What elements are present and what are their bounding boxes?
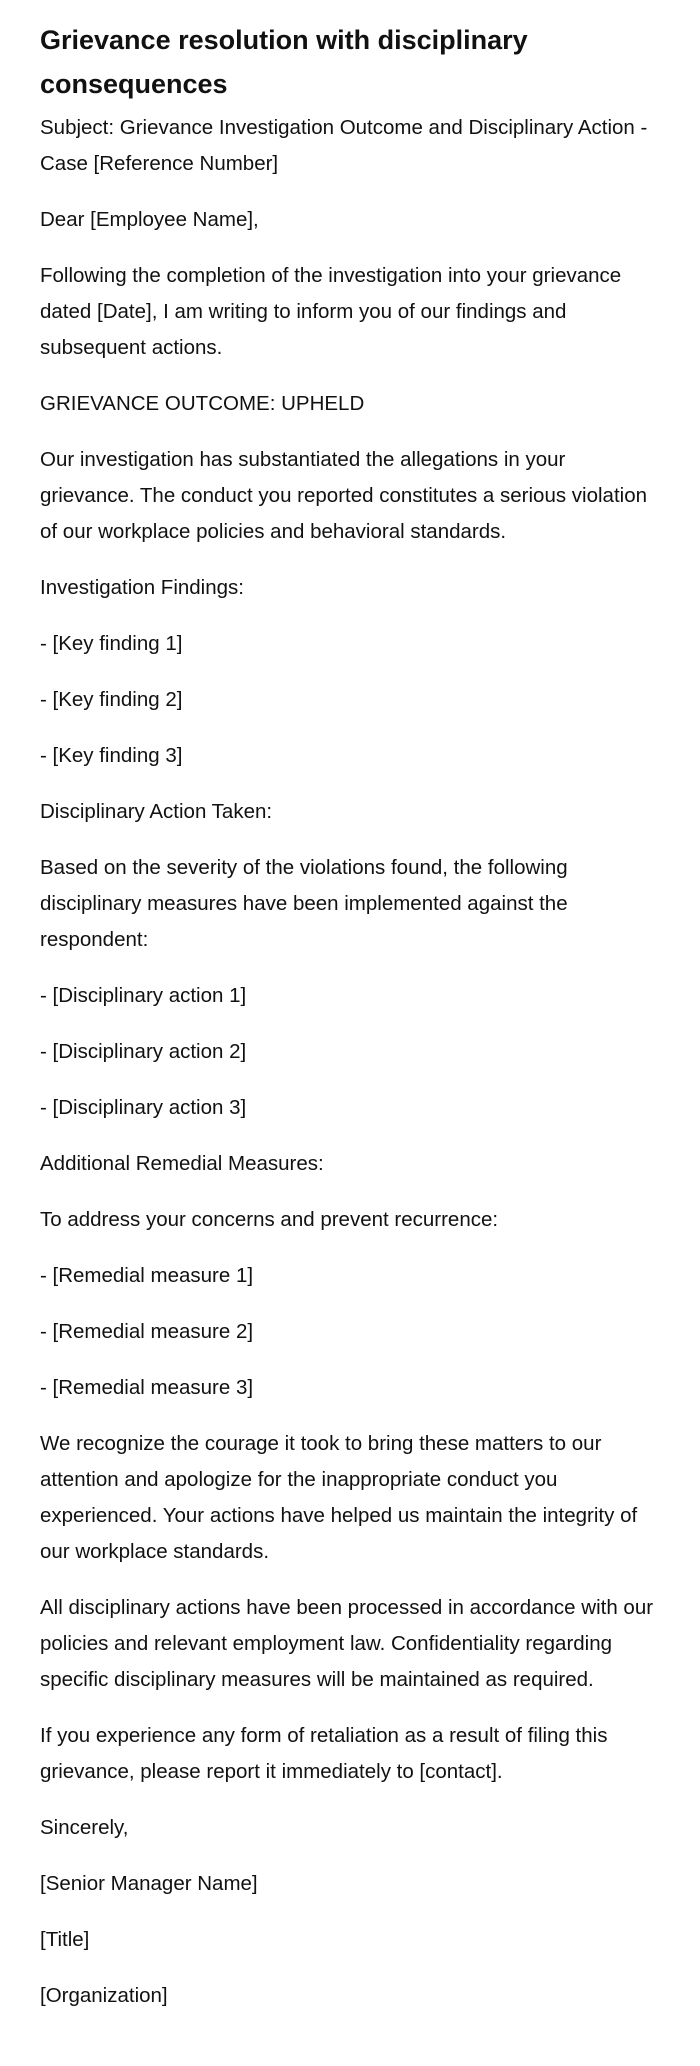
- disciplinary-heading: Disciplinary Action Taken:: [40, 800, 273, 823]
- subject-line: Subject: Grievance Investigation Outcome and Disciplinary Action - Case [Reference Number]: [40, 116, 648, 175]
- retaliation-paragraph: If you experience any form of retaliation as a result of filing this grievance, please report it immediately to [contact].: [40, 1724, 608, 1783]
- disciplinary-intro: Based on the severity of the violations found, the following disciplinary measures have been implemented against the respondent:: [40, 856, 568, 951]
- document-title: Grievance resolution with disciplinary consequences: [40, 25, 528, 99]
- recognition-paragraph: We recognize the courage it took to bring these matters to our attention and apologize for the inappropriate conduct you experienced. Your actions have helped us maintain the integrity of our workplace standards.: [40, 1432, 638, 1563]
- signer-name: [Senior Manager Name]: [40, 1872, 258, 1895]
- closing: Sincerely,: [40, 1816, 129, 1839]
- finding-item: - [Key finding 3]: [40, 744, 183, 767]
- remedial-measure-item: - [Remedial measure 3]: [40, 1376, 254, 1399]
- outcome-paragraph: Our investigation has substantiated the allegations in your grievance. The conduct you reported constitutes a serious violation of our workplace policies and behavioral standards.: [40, 448, 648, 543]
- findings-heading: Investigation Findings:: [40, 576, 244, 599]
- salutation: Dear [Employee Name],: [40, 208, 259, 231]
- remedial-heading: Additional Remedial Measures:: [40, 1152, 324, 1175]
- compliance-paragraph: All disciplinary actions have been processed in accordance with our policies and relevant employment law. Confidentiality regarding specific disciplinary measures will be maintained as required.: [40, 1596, 654, 1691]
- intro-paragraph: Following the completion of the investigation into your grievance dated [Date], I am writing to inform you of our findings and subsequent actions.: [40, 264, 622, 359]
- signer-title: [Title]: [40, 1928, 90, 1951]
- disciplinary-action-item: - [Disciplinary action 1]: [40, 984, 247, 1007]
- finding-item: - [Key finding 2]: [40, 688, 183, 711]
- signer-organization: [Organization]: [40, 1984, 168, 2007]
- remedial-measure-item: - [Remedial measure 1]: [40, 1264, 254, 1287]
- disciplinary-action-item: - [Disciplinary action 2]: [40, 1040, 247, 1063]
- outcome-line: GRIEVANCE OUTCOME: UPHELD: [40, 392, 365, 415]
- remedial-intro: To address your concerns and prevent recurrence:: [40, 1208, 499, 1231]
- finding-item: - [Key finding 1]: [40, 632, 183, 655]
- disciplinary-action-item: - [Disciplinary action 3]: [40, 1096, 247, 1119]
- remedial-measure-item: - [Remedial measure 2]: [40, 1320, 254, 1343]
